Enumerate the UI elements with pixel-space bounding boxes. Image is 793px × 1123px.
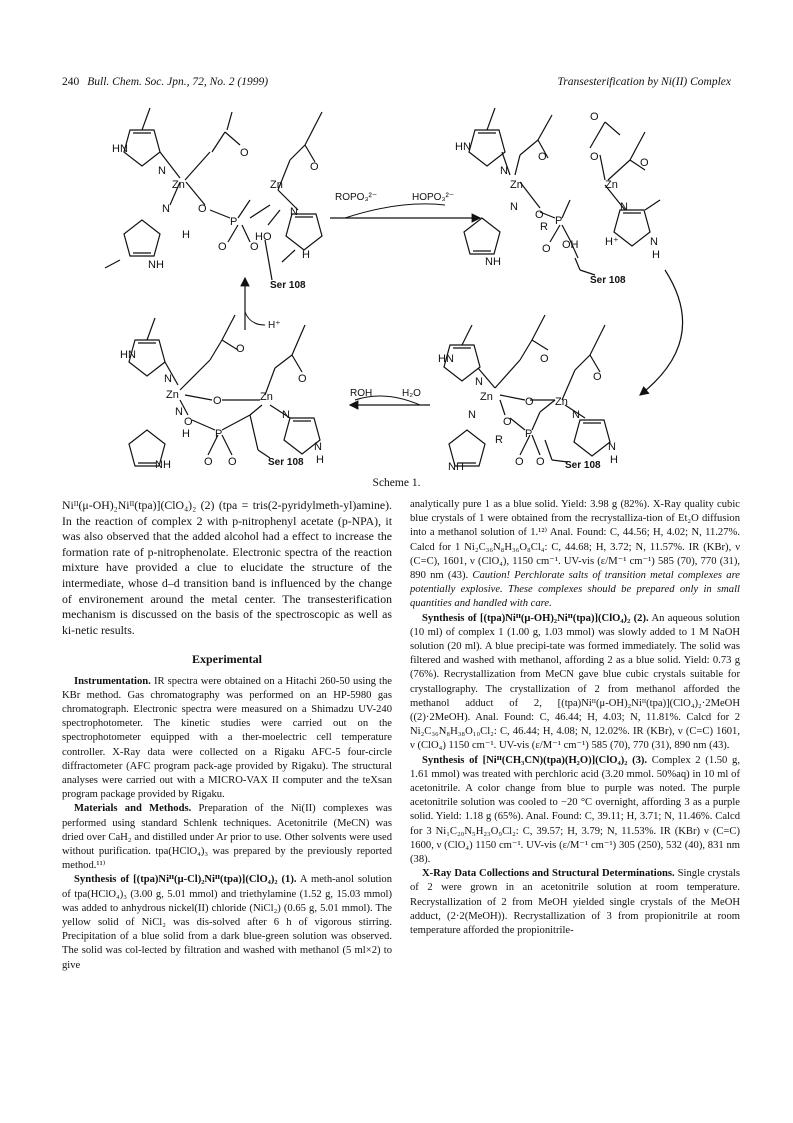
label-ser-108: Ser 108 xyxy=(565,460,601,470)
label-zn: Zn xyxy=(480,391,493,403)
label-o: O xyxy=(250,241,259,253)
label-h: H xyxy=(182,428,190,440)
label-n: N xyxy=(314,441,322,453)
label-ser-108: Ser 108 xyxy=(270,280,306,291)
label-h: H xyxy=(652,249,660,261)
label-o: O xyxy=(310,161,319,173)
label-p: P xyxy=(555,215,563,227)
label-o: O xyxy=(298,373,307,385)
label-o: O xyxy=(538,151,547,163)
label-zn: Zn xyxy=(260,391,273,403)
page-number: 240 xyxy=(62,76,80,88)
label-h-plus: H⁺ xyxy=(605,236,619,248)
synthesis-2-heading: Synthesis of [(tpa)Niᴵᴵ(μ-OH)₂Niᴵᴵ(tpa)](ClO₄)₂ (2). xyxy=(422,612,649,624)
xray-paragraph xyxy=(410,867,740,938)
synthesis-1-heading: Synthesis of [(tpa)Niᴵᴵ(μ-Cl)₂Niᴵᴵ(tpa)](ClO₄)₂ (1). xyxy=(74,874,297,886)
label-hn: HN xyxy=(438,353,454,365)
synthesis-3-text: Complex 2 (1.50 g, 1.61 mmol) was treated with perchloric acid (3.20 mmol. 50%aq) in 10 ml of acetonitrile. A color change from blue to purple was noted. The purple acetonitrile solution was cooled to −20 °C overnight, affording 3 as a purple solid. Yield: 1.18 g (65%). Anal. Found: C, 39.11; H, 3.71; N, 11.46%. Calcd for 3 Ni₁C₂₀N₅H₂₃O₉Cl₂: C, 39.57; H, 3.79; N, 11.53%. IR (KBr) ν (C=C) 1600, ν (ClO₄) 1150 cm⁻¹. UV-vis (ε/M⁻¹ cm⁻¹) 305 (250), 532 (40), 831 nm (38). xyxy=(410,754,740,866)
complex-top-left xyxy=(105,108,322,280)
label-o: O xyxy=(228,456,237,468)
label-n: N xyxy=(282,409,290,421)
label-hn: HN xyxy=(455,141,471,153)
label-ropo3: ROPO₃²⁻ xyxy=(335,192,378,203)
complex-bottom-left xyxy=(129,315,320,466)
caution-note: Caution! Perchlorate salts of transition metal complexes are potentially explosive. These complexes should be prepared only in small quantities and handled with care. xyxy=(410,570,740,610)
label-o: O xyxy=(213,395,222,407)
label-o: O xyxy=(593,371,602,383)
label-n: N xyxy=(620,201,628,213)
instrumentation-paragraph xyxy=(62,675,392,803)
complex-top-right-labels xyxy=(455,111,660,286)
label-nh: NH xyxy=(485,256,501,268)
arrow-cycle-right xyxy=(640,270,683,395)
synthesis-1-text-cont: analytically pure 1 as a blue solid. Yield: 3.98 g (82%). X-Ray quality cubic blue crystals of 1 were obtained from the recrystalliza-tion of Et₂O diffusion into a methanol solution of 1.¹²⁾ Anal. Found: C, 44.56; H, 4.02; N, 11.27%. Calcd for 1 Ni₂C₃₆N₈H₃₆O₈Cl₄: C, 44.68; H, 3.72; N, 11.57%. IR (KBr), ν (C=C), 1601, ν (ClO₄), 1150 cm⁻¹. UV-vis (ε/M⁻¹ cm⁻¹) 585 (70), 770 (31), 890 nm (43). xyxy=(410,499,740,582)
synthesis-2-text: An aqueous solution (10 ml) of complex 1 (1.00 g, 1.03 mmol) was slowly added to 1 M NaOH solution (20 ml). A blue precipi-tate was formed immediately. The solid was filtered and washed with methanol, affording 2 as a blue solid. Yield: 0.73 g (76%). Recrystallization from MeCN gave blue cubic crystals suitable for crystallography. The crystallization of 2 from methanol afforded the methanol adduct of 2, [(tpa)Niᴵᴵ(μ-OH)₂Niᴵᴵ(tpa)](ClO₄)₂·2MeOH ((2)·2MeOH). Anal. Found: C, 46.44; H, 4.03; N, 11.81%. Calcd for 2 Ni₂C₃₆N₈H₃₈O₁₀Cl₂: C, 46.44; H, 4.08; N, 12.02%. IR (KBr), ν (C=C) 1601, ν (ClO₄) 1150 cm⁻¹. UV-vis (ε/M⁻¹ cm⁻¹) 585 (70), 770 (31), 890 nm (43). xyxy=(410,612,740,752)
label-o: O xyxy=(535,209,544,221)
label-o: O xyxy=(525,396,534,408)
xray-text: Single crystals of 2 were grown in an acetonitrile solution at room temperature. Recrystallization of 2 from MeOH yielded single crystals of the MeOH adduct, (2·2(MeOH)). Recrystallization of 3 from propionitrile at room temperature afforded the propionitrile- xyxy=(410,868,740,937)
label-zn: Zn xyxy=(555,396,568,408)
label-n: N xyxy=(175,406,183,418)
synthesis-3-heading: Synthesis of [Niᴵᴵ(CH₃CN)(tpa)(H₂O)](ClO₄)₂ (3). xyxy=(422,754,648,766)
label-o: O xyxy=(515,456,524,468)
label-o: O xyxy=(198,203,207,215)
label-n: N xyxy=(162,203,170,215)
running-header-left xyxy=(62,76,268,88)
instrumentation-heading: Instrumentation. xyxy=(74,675,151,687)
label-n: N xyxy=(290,206,298,218)
label-o: O xyxy=(204,456,213,468)
label-zn: Zn xyxy=(510,179,523,191)
section-title: Experimental xyxy=(192,652,262,667)
label-n: N xyxy=(500,165,508,177)
materials-heading: Materials and Methods. xyxy=(74,803,192,815)
label-n: N xyxy=(572,409,580,421)
label-oh: OH xyxy=(562,239,579,251)
label-n: N xyxy=(650,236,658,248)
running-title: Transesterification by Ni(II) Complex xyxy=(557,76,731,88)
scheme-caption: Scheme 1. xyxy=(372,477,421,489)
label-o: O xyxy=(184,416,193,428)
label-h: H xyxy=(302,249,310,261)
label-nh: NH xyxy=(448,461,464,470)
label-p: P xyxy=(525,428,533,440)
label-n: N xyxy=(468,409,476,421)
label-o: O xyxy=(218,241,227,253)
label-n: N xyxy=(164,373,172,385)
label-hn: HN xyxy=(112,143,128,155)
label-o: O xyxy=(240,147,249,159)
label-h2o: H₂O xyxy=(402,388,421,399)
label-o: O xyxy=(590,111,599,123)
materials-text: Preparation of the Ni(II) complexes was performed using standard Schlenk techniques. Acetonitrile (MeCN) was dried over CaH₂ and distilled under Ar prior to use. Other solvents were used without purification. tpa(HClO₄)₃ was prepared by the previously reported method.¹¹⁾ xyxy=(62,803,392,872)
label-n: N xyxy=(510,201,518,213)
label-nh: NH xyxy=(155,459,171,470)
complex-bottom-left-labels xyxy=(120,343,324,470)
intro-paragraph: Niᴵᴵ(μ-OH)₂Niᴵᴵ(tpa)](ClO₄)₂ (2) (tpa = tris(2-pyridylmeth-yl)amine). In the reaction of complex 2 with p-nitrophenyl acetate (p-NPA), it was also observed that the added alcohol had a effect to increase the formation rate of p-nitrophenolate. Electronic spectra of the reaction mixture have provided a clue to elucidate the structure of the intermediate, whose d–d transition band is influenced by the change of environement around the metal center. The transesterification mechanism is discussed on the basis of the spectroscopic as well as ki-netic results. xyxy=(62,498,392,637)
label-h-plus: H⁺ xyxy=(268,320,281,331)
reaction-scheme xyxy=(100,100,700,470)
label-n: N xyxy=(475,376,483,388)
label-hn: HN xyxy=(120,349,136,361)
label-ho: HO xyxy=(255,231,272,243)
label-r: R xyxy=(495,434,503,446)
label-h: H xyxy=(182,229,190,241)
materials-paragraph xyxy=(62,802,392,873)
label-ser-108: Ser 108 xyxy=(268,457,304,468)
label-r: R xyxy=(540,221,548,233)
label-o: O xyxy=(542,243,551,255)
arrow-curved-1 xyxy=(345,204,445,218)
synthesis-1-paragraph xyxy=(62,873,392,972)
complex-bottom-right xyxy=(444,315,610,466)
journal-citation: Bull. Chem. Soc. Jpn., 72, No. 2 (1999) xyxy=(87,76,269,88)
synthesis-1-text: A meth-anol solution of tpa(HClO₄)₃ (3.00 g, 5.01 mmol) and triethylamine (1.52 g, 15.03 mmol) was added to anhydrous nickel(II) chloride (NiCl₂) (0.65 g, 5.01 mmol). The yellow solid of NiCl₂ was dis-solved after 6 h of vigorous stirring. Precipitation of a blue solid from a dark blue-green solution was observed. The solid was col-lected by filtration and washed with methanol (5 ml×2) to give xyxy=(62,874,392,971)
label-p: P xyxy=(215,428,223,440)
label-o: O xyxy=(590,151,599,163)
synthesis-2-paragraph xyxy=(410,612,740,754)
label-roh: ROH xyxy=(350,388,373,399)
label-o: O xyxy=(540,353,549,365)
instrumentation-text: IR spectra were obtained on a Hitachi 260-50 using the KBr method. Gas chromatography was performed on an HP-5980 gas chromatograph. Electronic spectra were measured on a Shimadzu UV-240 spectrophotometer. The kinetic studies were carried out on the spectrophotometer equipped with a ther-moelectric cell temperature controller. X-Ray data were collected on a Rigaku AFC-5 four-circle diffractometer (AFC program pack-age provided by Rigaku). The structural analyses were carried out with a MICRO-VAX II computer and the teXsan program package provided by Rigaku. xyxy=(62,675,393,801)
complex-bottom-right-labels xyxy=(438,353,618,470)
label-zn: Zn xyxy=(605,179,618,191)
label-o: O xyxy=(503,416,512,428)
label-hopo3: HOPO₃²⁻ xyxy=(412,192,455,203)
label-n: N xyxy=(608,441,616,453)
label-o: O xyxy=(236,343,245,355)
label-o: O xyxy=(536,456,545,468)
xray-heading: X-Ray Data Collections and Structural Determinations. xyxy=(422,868,675,880)
complex-top-left-labels xyxy=(112,143,454,291)
synthesis-1-continued xyxy=(410,498,740,612)
label-nh: NH xyxy=(148,259,164,271)
label-o: O xyxy=(640,157,649,169)
label-n: N xyxy=(158,165,166,177)
label-h: H xyxy=(316,454,324,466)
label-zn: Zn xyxy=(166,389,179,401)
synthesis-3-paragraph xyxy=(410,754,740,868)
label-zn: Zn xyxy=(172,179,185,191)
right-column xyxy=(410,498,740,938)
label-p: P xyxy=(230,216,238,228)
label-h: H xyxy=(610,454,618,466)
label-zn: Zn xyxy=(270,179,283,191)
left-column xyxy=(62,498,392,973)
label-ser-108: Ser 108 xyxy=(590,275,626,286)
